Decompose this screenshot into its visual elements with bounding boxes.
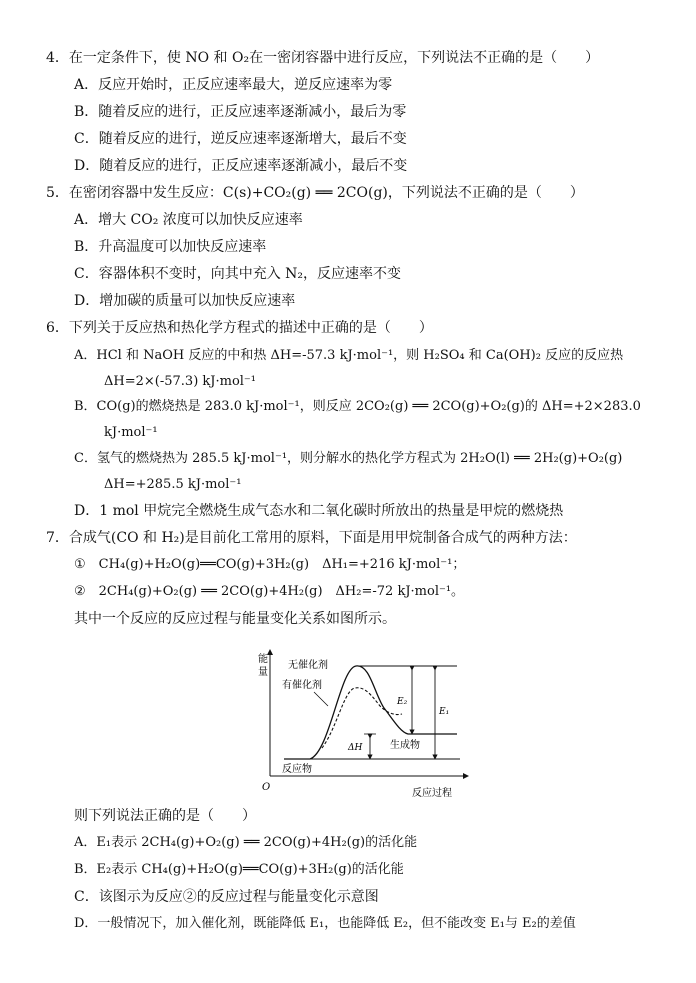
q7-option-c: C．该图示为反应②的反应过程与能量变化示意图	[74, 889, 379, 905]
y-axis-label-bottom: 量	[258, 667, 268, 678]
e2-label: E₂	[397, 697, 408, 707]
q7-method-2: ② 2CH₄(g)+O₂(g) ══ 2CO(g)+4H₂(g) ΔH₂=-72 kJ·mol⁻¹。	[74, 584, 465, 599]
q4-option-c: C．随着反应的进行，逆反应速率逐渐增大，最后不变	[74, 131, 407, 147]
q4-option-d: D．随着反应的进行，正反应速率逐渐减小，最后不变	[74, 158, 408, 174]
q6-option-d: D．1 mol 甲烷完全燃烧生成气态水和二氧化碳时所放出的热量是甲烷的燃烧热	[74, 503, 564, 519]
q6-option-b-line1: B．CO(g)的燃烧热是 283.0 kJ·mol⁻¹，则反应 2CO₂(g) ══ 2CO(g)+O₂(g)的 ΔH=+2×283.0	[74, 399, 641, 414]
no-catalyst-label: 无催化剂	[288, 660, 328, 671]
q7-option-a: A．E₁表示 2CH₄(g)+O₂(g) ══ 2CO(g)+4H₂(g)的活化能	[74, 835, 418, 850]
e1-label: E₁	[439, 707, 450, 717]
q7-stem: 7．合成气(CO 和 H₂)是目前化工常用的原料，下面是用甲烷制备合成气的两种方法：	[46, 530, 577, 546]
q5-option-b: B．升高温度可以加快反应速率	[74, 239, 267, 255]
x-axis-label: 反应过程	[412, 788, 452, 799]
origin-label: O	[262, 782, 271, 793]
y-axis-label-top: 能	[258, 654, 268, 665]
q5-option-c: C．容器体积不变时，向其中充入 N₂，反应速率不变	[74, 266, 402, 282]
energy-profile-diagram	[252, 648, 472, 800]
product-label: 生成物	[390, 740, 420, 751]
q6-stem: 6．下列关于反应热和热化学方程式的描述中正确的是（ ）	[46, 320, 433, 336]
delta-h-label: ΔH	[348, 743, 363, 753]
q5-option-d: D．增加碳的质量可以加快反应速率	[74, 293, 296, 309]
q7-option-d: D．一般情况下，加入催化剂，既能降低 E₁，也能降低 E₂，但不能改变 E₁与 E₂的差值	[74, 916, 576, 931]
q6-option-a-line2: ΔH=2×(-57.3) kJ·mol⁻¹	[104, 374, 257, 389]
q5-option-a: A．增大 CO₂ 浓度可以加快反应速率	[74, 212, 303, 228]
q5-stem: 5．在密闭容器中发生反应：C(s)+CO₂(g) ══ 2CO(g)，下列说法不正确的是（ ）	[46, 185, 584, 201]
reactant-label: 反应物	[282, 764, 312, 775]
catalyst-curve	[322, 688, 402, 748]
q6-option-a-line1: A．HCl 和 NaOH 反应的中和热 ΔH=-57.3 kJ·mol⁻¹，则 H₂SO₄ 和 Ca(OH)₂ 反应的反应热	[74, 348, 624, 363]
q7-option-b: B．E₂表示 CH₄(g)+H₂O(g)══CO(g)+3H₂(g)的活化能	[74, 862, 404, 877]
q6-option-c-line1: C．氢气的燃烧热为 285.5 kJ·mol⁻¹，则分解水的热化学方程式为 2H₂O(l) ══ 2H₂(g)+O₂(g)	[74, 451, 623, 466]
catalyst-label: 有催化剂	[282, 680, 322, 691]
q4-option-a: A．反应开始时，正反应速率最大，逆反应速率为零	[74, 77, 393, 93]
q7-diagram-intro: 其中一个反应的反应过程与能量变化关系如图所示。	[74, 611, 396, 627]
catalyst-label-leader	[314, 692, 328, 706]
q7-method-1: ① CH₄(g)+H₂O(g)══CO(g)+3H₂(g) ΔH₁=+216 kJ·mol⁻¹；	[74, 557, 466, 572]
q6-option-b-line2: kJ·mol⁻¹	[104, 425, 158, 440]
q4-stem: 4．在一定条件下，使 NO 和 O₂在一密闭容器中进行反应，下列说法不正确的是（ ）	[46, 50, 600, 66]
q6-option-c-line2: ΔH=+285.5 kJ·mol⁻¹	[104, 477, 242, 492]
q4-option-b: B．随着反应的进行，正反应速率逐渐减小，最后为零	[74, 104, 407, 120]
q7-ask: 则下列说法正确的是（ ）	[74, 808, 256, 824]
